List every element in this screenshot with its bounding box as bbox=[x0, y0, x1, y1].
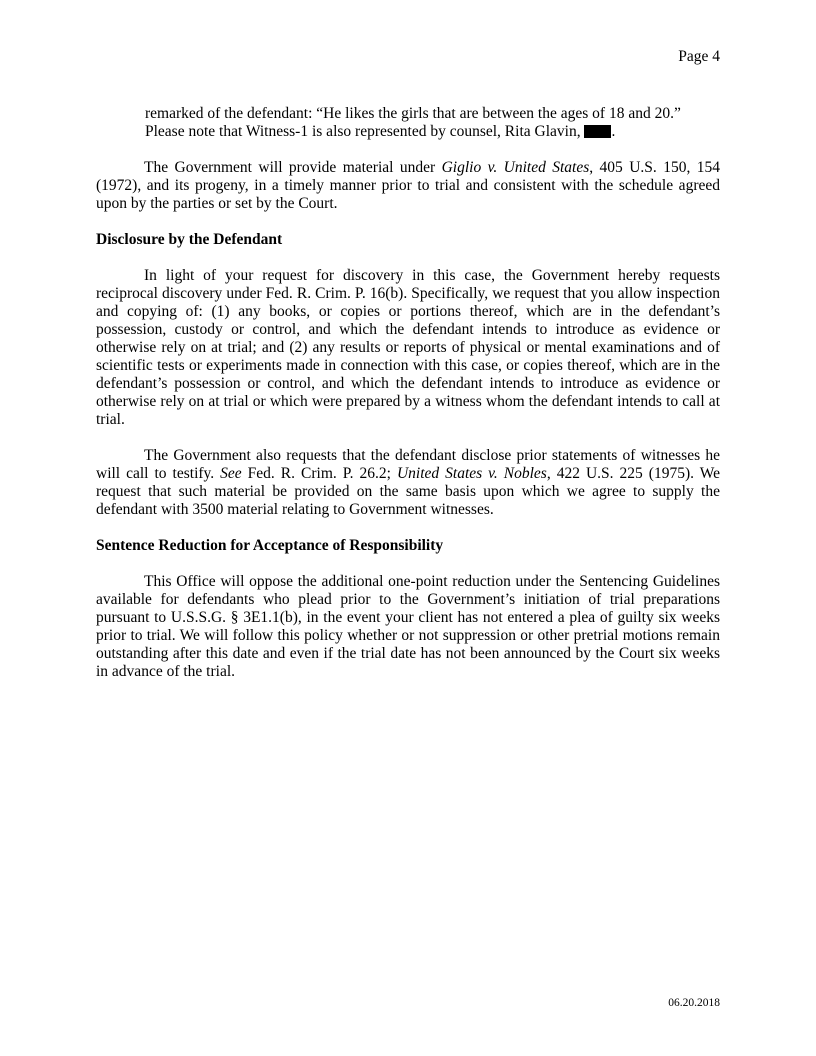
quote-line-1: remarked of the defendant: “He likes the girls that are between the ages of 18 and 20.” bbox=[145, 105, 681, 122]
page-number: Page 4 bbox=[678, 48, 720, 65]
quote-line-2-text: Please note that Witness-1 is also represented by counsel, Rita Glavin, bbox=[145, 123, 585, 140]
redaction-box bbox=[584, 125, 611, 138]
reciprocal-discovery-paragraph: In light of your request for discovery in this case, the Government hereby requests reciprocal discovery under Fed. R. Crim. P. 16(b). Specifically, we request that you allow inspection and copying of: (1) any books, or copies or portions thereof, which are in the defendant’s possession, custody or control, and which the defendant intends to introduce as evidence or otherwise rely on at trial; and (2) any results or reports of physical or mental examinations and of scientific tests or experiments made in connection with this case, or copies thereof, which are in the defendant’s possession or control, and which the defendant intends to introduce as evidence or otherwise rely on at trial or which were prepared by a witness whom the defendant intends to call at trial. bbox=[96, 267, 720, 428]
witness-statements-text-1: The Government also requests that the defendant disclose prior statements of witnesses he will call to testify. bbox=[96, 447, 720, 482]
sentence-reduction-heading: Sentence Reduction for Acceptance of Responsibility bbox=[96, 537, 444, 554]
sentence-reduction-paragraph: This Office will oppose the additional one-point reduction under the Sentencing Guidelines available for defendants who plead prior to the Government’s initiation of trial preparations pursuant to U.S.S.G. § 3E1.1(b), in the event your client has not entered a plea of guilty six weeks prior to trial. We will follow this policy whether or not suppression or other pretrial motions remain outstanding after this date and even if the trial date has not been announced by the Court six weeks in advance of the trial. bbox=[96, 573, 720, 680]
giglio-text-after-citation: , 405 U.S. 150, 154 (1972), and its progeny, in a timely manner prior to trial and consistent with the schedule agreed upon by the parties or set by the Court. bbox=[96, 159, 720, 212]
quote-line-2-period: . bbox=[611, 123, 616, 140]
witness-statements-text-3: , 422 U.S. 225 (1975). We request that such material be provided on the same basis upon which we agree to supply the defendant with 3500 material relating to Government witnesses. bbox=[96, 465, 720, 518]
giglio-paragraph bbox=[96, 159, 720, 213]
witness-statements-text-2: Fed. R. Crim. P. 26.2; bbox=[241, 465, 397, 482]
date-stamp: 06.20.2018 bbox=[668, 997, 720, 1009]
giglio-case-citation: Giglio v. United States bbox=[441, 159, 590, 176]
giglio-text-before-citation: The Government will provide material under bbox=[144, 159, 442, 176]
quoted-excerpt-block bbox=[96, 105, 720, 141]
witness-statements-paragraph bbox=[96, 447, 720, 519]
see-signal: See bbox=[220, 465, 242, 482]
disclosure-by-defendant-heading: Disclosure by the Defendant bbox=[96, 231, 283, 248]
nobles-case-citation: United States v. Nobles bbox=[396, 465, 547, 482]
